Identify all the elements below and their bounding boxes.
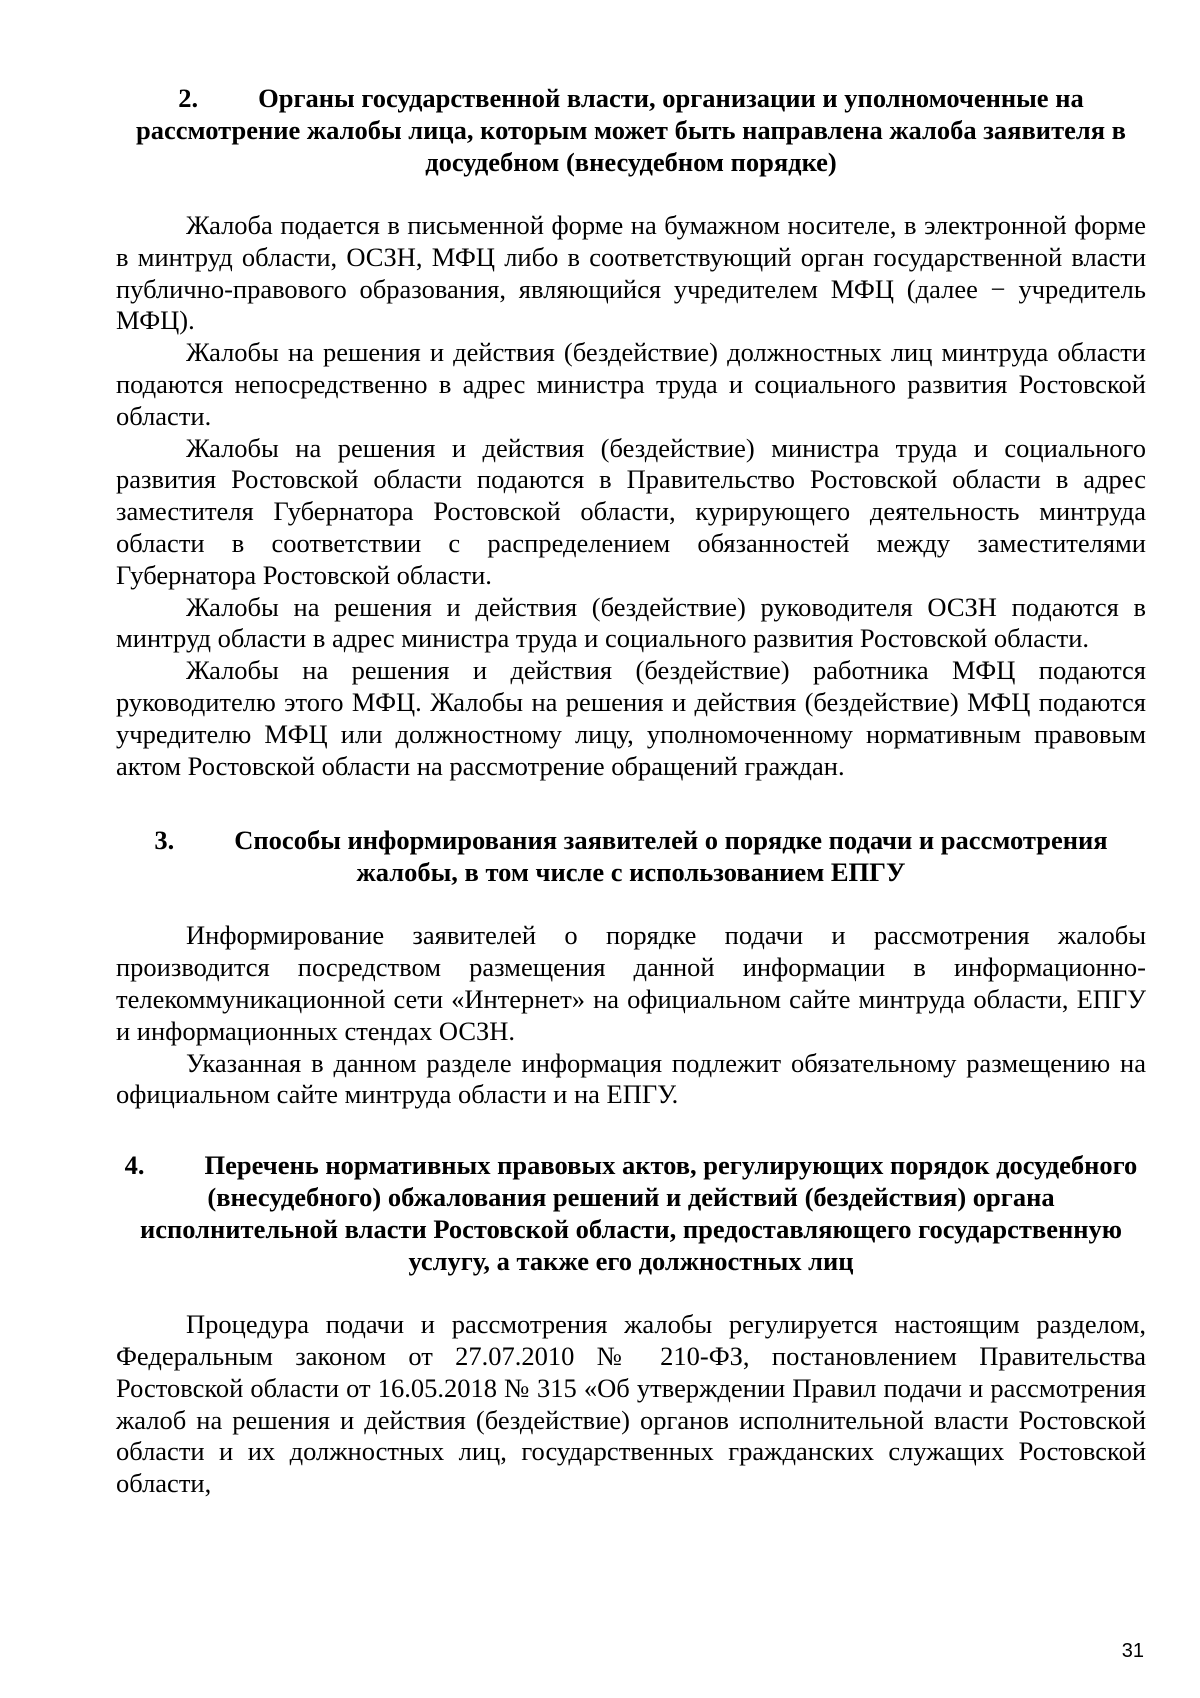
paragraph: Указанная в данном разделе информация подлежит обязательному размещению на официальном сайте минтруда области и на ЕПГУ. [116, 1047, 1146, 1110]
document-body [116, 82, 1146, 1500]
section-heading [116, 1149, 1146, 1277]
page-number: 31 [1121, 1640, 1144, 1662]
section-4 [116, 1149, 1146, 1500]
section-number: 3. [154, 825, 175, 856]
section-heading [116, 824, 1146, 888]
paragraph: Жалобы на решения и действия (бездействие) руководителя ОСЗН подаются в минтруд области в адрес министра труда и социального развития Ростовской области. [116, 591, 1146, 654]
section-3 [116, 824, 1146, 1111]
section-2 [116, 82, 1146, 782]
section-number: 4. [124, 1150, 145, 1181]
section-title: Перечень нормативных правовых актов, регулирующих порядок досудебного (внесудебного) обжалования решений и действий (бездействия) органа исполнительной власти Ростовской области, предоставляющего государственную услугу, а также его должностных лиц [139, 1150, 1138, 1277]
section-title: Органы государственной власти, организации и уполномоченные на рассмотрение жалобы лица, которым может быть направлена жалоба заявителя в досудебном (внесудебном порядке) [136, 83, 1126, 177]
section-heading [116, 82, 1146, 178]
section-title: Способы информирования заявителей о порядке подачи и рассмотрения жалобы, в том числе с использованием ЕПГУ [234, 825, 1108, 888]
paragraph: Жалобы на решения и действия (бездействие) работника МФЦ подаются руководителю этого МФЦ. Жалобы на решения и действия (бездействие) МФЦ подаются учредителю МФЦ или должностному лицу, уполномоченному нормативным правовым актом Ростовской области на рассмотрение обращений граждан. [116, 655, 1146, 781]
paragraph: Процедура подачи и рассмотрения жалобы регулируется настоящим разделом, Федеральным законом от 27.07.2010 № 210-ФЗ, постановлением Правительства Ростовской области от 16.05.2018 № 315 «Об утверждении Правил подачи и рассмотрения жалоб на решения и действия (бездействие) органов исполнительной власти Ростовской области и их должностных лиц, государственных гражданских служащих Ростовской области, [116, 1309, 1146, 1499]
paragraph: Жалобы на решения и действия (бездействие) министра труда и социального развития Ростовской области подаются в Правительство Ростовской области в адрес заместителя Губернатора Ростовской области, курирующего деятельность минтруда области в соответствии с распределением обязанностей между заместителями Губернатора Ростовской области. [116, 432, 1146, 590]
paragraph: Жалобы на решения и действия (бездействие) должностных лиц минтруда области подаются непосредственно в адрес министра труда и социального развития Ростовской области. [116, 337, 1146, 431]
section-number: 2. [178, 83, 199, 113]
paragraph: Жалоба подается в письменной форме на бумажном носителе, в электронной форме в минтруд области, ОСЗН, МФЦ либо в соответствующий орган государственной власти публично-правового образования, являющийся учредителем МФЦ (далее − учредитель МФЦ). [116, 210, 1146, 336]
paragraph: Информирование заявителей о порядке подачи и рассмотрения жалобы производится посредством размещения данной информации в информационно-телекоммуникационной сети «Интернет» на официальном сайте минтруда области, ЕПГУ и информационных стендах ОСЗН. [116, 920, 1146, 1046]
